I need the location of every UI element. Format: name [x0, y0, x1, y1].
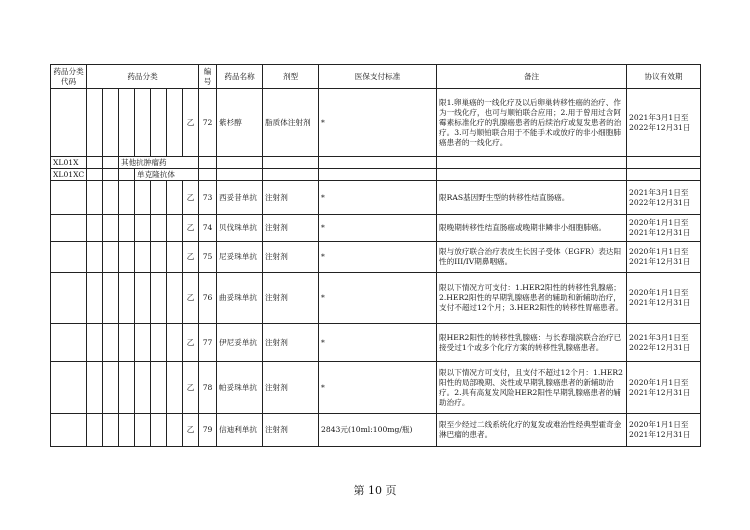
table-row: [51, 215, 701, 242]
row-standard: *: [319, 324, 437, 362]
row-no: 77: [199, 324, 217, 362]
row-standard: *: [319, 215, 437, 242]
row-no: 79: [199, 414, 217, 447]
row-validity: 2021年3月1日至2022年12月31日: [627, 89, 701, 157]
row-remark: 限至少经过二线系统化疗的复发或难治性经典型霍奇金淋巴瘤的患者。: [437, 414, 627, 447]
header-standard: 医保支付标准: [319, 65, 437, 89]
table-row: [51, 181, 701, 215]
row-form: 注射剂: [263, 181, 319, 215]
header-row: [51, 65, 701, 89]
row-name: 贝伐珠单抗: [217, 215, 263, 242]
row-grade: 乙: [183, 362, 199, 414]
table-row: [51, 89, 701, 157]
row-validity: 2021年3月1日至2022年12月31日: [627, 181, 701, 215]
section-row: [51, 169, 701, 181]
row-grade: 乙: [183, 414, 199, 447]
section-label: 单克隆抗体: [135, 169, 199, 181]
row-validity: 2020年1月1日至2021年12月31日: [627, 215, 701, 242]
row-standard: *: [319, 89, 437, 157]
header-category: 药品分类: [87, 65, 199, 89]
row-validity: 2020年1月1日至2021年12月31日: [627, 362, 701, 414]
row-standard: *: [319, 362, 437, 414]
row-remark: 限HER2阳性的转移性乳腺癌：与长春瑞滨联合治疗已接受过1个或多个化疗方案的转移性乳腺癌患者。: [437, 324, 627, 362]
header-name: 药品名称: [217, 65, 263, 89]
row-no: 72: [199, 89, 217, 157]
row-form: 注射剂: [263, 362, 319, 414]
row-standard: 2843元(10ml:100mg/瓶): [319, 414, 437, 447]
row-name: 信迪利单抗: [217, 414, 263, 447]
row-validity: 2020年1月1日至2021年12月31日: [627, 273, 701, 324]
row-remark: 限晚期转移性结直肠癌或晚期非鳞非小细胞肺癌。: [437, 215, 627, 242]
section-label: 其他抗肿瘤药: [119, 157, 199, 169]
row-standard: *: [319, 273, 437, 324]
row-name: 紫杉醇: [217, 89, 263, 157]
row-remark: 限1.卵巢癌的一线化疗及以后卵巢转移性癌的治疗、作为一线化疗，也可与顺铂联合应用；2.用于曾用过含阿霉素标准化疗的乳腺癌患者的后续治疗或复发患者的治疗。3.可与顺铂联合用于不能手术或放疗的非小细胞肺癌患者的一线化疗。: [437, 89, 627, 157]
drug-catalog-table: [50, 64, 701, 447]
row-validity: 2021年3月1日至2022年12月31日: [627, 324, 701, 362]
row-form: 脂质体注射剂: [263, 89, 319, 157]
row-grade: 乙: [183, 242, 199, 273]
row-validity: 2020年1月1日至2021年12月31日: [627, 242, 701, 273]
row-name: 曲妥珠单抗: [217, 273, 263, 324]
table-row: [51, 414, 701, 447]
row-form: 注射剂: [263, 273, 319, 324]
header-code: 药品分类代码: [51, 65, 87, 89]
table-row: [51, 362, 701, 414]
row-no: 76: [199, 273, 217, 324]
row-standard: *: [319, 181, 437, 215]
header-validity: 协议有效期: [627, 65, 701, 89]
row-form: 注射剂: [263, 215, 319, 242]
row-no: 75: [199, 242, 217, 273]
row-name: 伊尼妥单抗: [217, 324, 263, 362]
row-no: 78: [199, 362, 217, 414]
row-grade: 乙: [183, 215, 199, 242]
row-grade: 乙: [183, 273, 199, 324]
row-no: 74: [199, 215, 217, 242]
row-remark: 限RAS基因野生型的转移性结直肠癌。: [437, 181, 627, 215]
table-row: [51, 324, 701, 362]
header-no: 编号: [199, 65, 217, 89]
row-validity: 2020年1月1日至2021年12月31日: [627, 414, 701, 447]
row-name: 帕妥珠单抗: [217, 362, 263, 414]
row-no: 73: [199, 181, 217, 215]
row-grade: 乙: [183, 324, 199, 362]
row-grade: 乙: [183, 89, 199, 157]
section-code: XL01XC: [51, 169, 87, 181]
section-code: XL01X: [51, 157, 87, 169]
table-row: [51, 242, 701, 273]
row-standard: *: [319, 242, 437, 273]
page-number: 第 10 页: [353, 484, 397, 497]
row-grade: 乙: [183, 181, 199, 215]
row-name: 尼妥珠单抗: [217, 242, 263, 273]
header-remark: 备注: [437, 65, 627, 89]
row-form: 注射剂: [263, 242, 319, 273]
row-name: 西妥昔单抗: [217, 181, 263, 215]
row-form: 注射剂: [263, 414, 319, 447]
row-remark: 限以下情况方可支付，且支付不超过12个月：1.HER2阳性的局部晚期、炎性或早期乳腺癌患者的新辅助治疗。2.具有高复发风险HER2阳性早期乳腺癌患者的辅助治疗。: [437, 362, 627, 414]
row-remark: 限与放疗联合治疗表皮生长因子受体（EGFR）表达阳性的III/IV期鼻咽癌。: [437, 242, 627, 273]
header-form: 剂型: [263, 65, 319, 89]
table-row: [51, 273, 701, 324]
section-row: [51, 157, 701, 169]
row-remark: 限以下情况方可支付：1.HER2阳性的转移性乳腺癌；2.HER2阳性的早期乳腺癌患者的辅助和新辅助治疗，支付不超过12个月；3.HER2阳性的转移性胃癌患者。: [437, 273, 627, 324]
row-form: 注射剂: [263, 324, 319, 362]
